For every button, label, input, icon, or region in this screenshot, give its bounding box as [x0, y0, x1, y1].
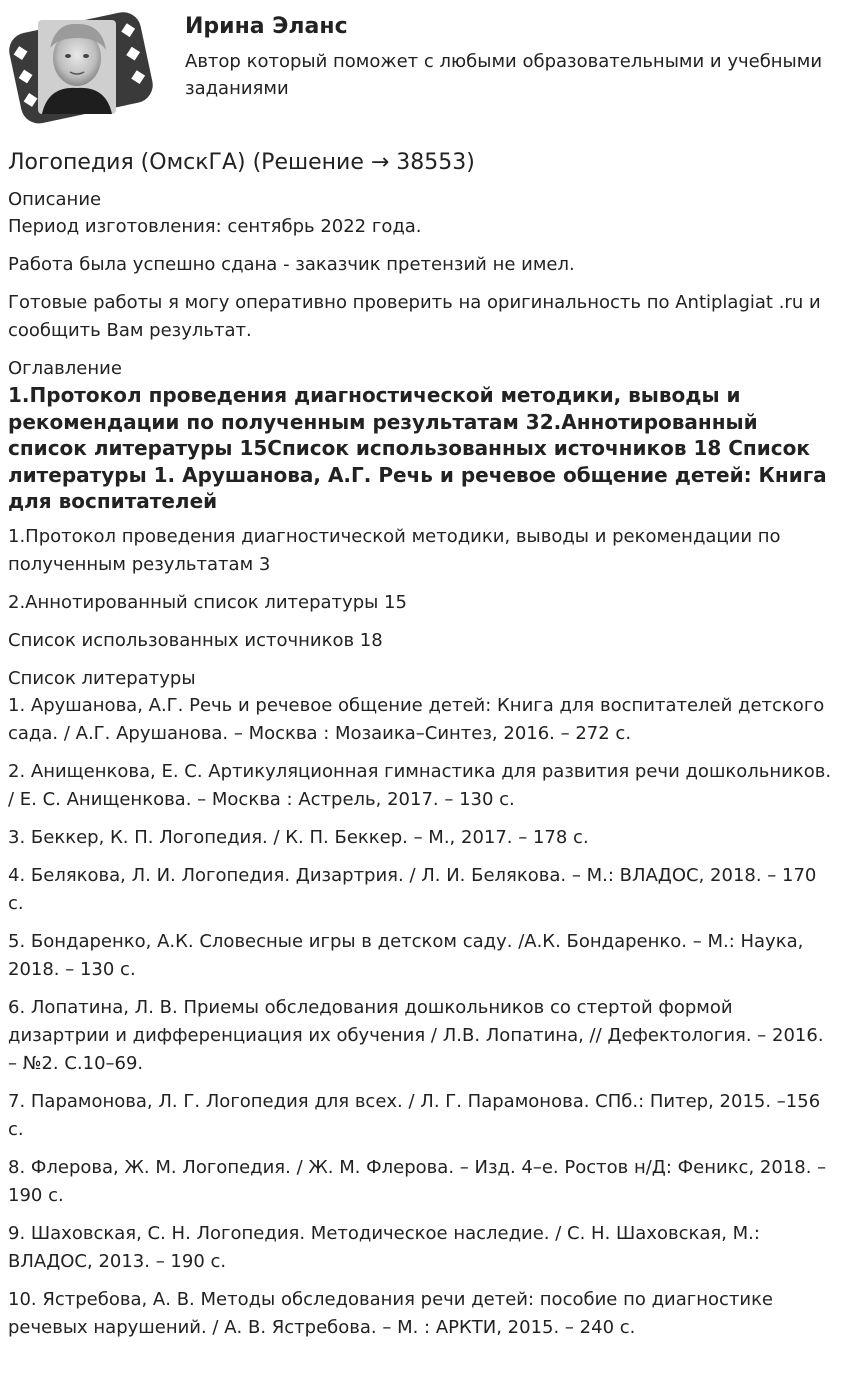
page-title: Логопедия (ОмскГА) (Решение → 38553)	[8, 150, 475, 175]
description-label: Описание	[8, 189, 102, 210]
toc-item: 2.Аннотированный список литературы 15	[8, 591, 407, 613]
bibliography-item: 6. Лопатина, Л. В. Приемы обследования дошкольников со стертой формой дизартрии и дифференциация их обучения / Л.В. Лопатина, // Дефектология. – 2016. – №2. С.10–69.	[8, 996, 824, 1074]
author-description: Автор который поможет с любыми образовательными и учебными заданиями	[185, 51, 823, 99]
description-paragraph: Работа была успешно сдана - заказчик претензий не имел.	[8, 254, 575, 275]
film-strip-avatar-icon	[8, 8, 153, 128]
bibliography-item: 1. Арушанова, А.Г. Речь и речевое общение детей: Книга для воспитателей детского сада. / А.Г. Арушанова. – Москва : Мозаика–Синтез, 2016. – 272 с.	[8, 694, 825, 744]
bibliography-label: Список литературы	[8, 667, 196, 689]
bibliography-item: 7. Парамонова, Л. Г. Логопедия для всех. / Л. Г. Парамонова. СПб.: Питер, 2015. –156 с.	[8, 1090, 821, 1140]
bibliography-item: 3. Беккер, К. П. Логопедия. / К. П. Беккер. – М., 2017. – 178 с.	[8, 826, 589, 848]
description-paragraph: Период изготовления: сентябрь 2022 года.	[8, 216, 422, 237]
bibliography-item: 4. Белякова, Л. И. Логопедия. Дизартрия. / Л. И. Белякова. – М.: ВЛАДОС, 2018. – 170 с.	[8, 864, 817, 914]
bibliography-item: 2. Анищенкова, Е. С. Артикуляционная гимнастика для развития речи дошкольников. / Е. С. Анищенкова. – Москва : Астрель, 2017. – 130 с.	[8, 760, 832, 810]
bibliography-item: 10. Ястребова, А. В. Методы обследования речи детей: пособие по диагностике речевых нарушений. / А. В. Ястребова. – М. : АРКТИ, 2015. – 240 с.	[8, 1288, 774, 1338]
toc-item: 1.Протокол проведения диагностической методики, выводы и рекомендации по полученным результатам 3	[8, 525, 781, 575]
author-header	[8, 8, 839, 128]
author-name: Ирина Эланс	[185, 14, 348, 39]
description-paragraph: Готовые работы я могу оперативно проверить на оригинальность по Antiplagiat .ru и сообщить Вам результат.	[8, 292, 821, 341]
toc-label: Оглавление	[8, 358, 122, 379]
avatar	[8, 8, 153, 128]
document-content	[8, 146, 836, 1352]
author-info	[185, 12, 825, 102]
toc-summary: 1.Протокол проведения диагностической методики, выводы и рекомендации по полученным результатам 32.Аннотированный список литературы 15Список использованных источников 18 Список литературы 1. Арушанова, А.Г. Речь и речевое общение детей: Книга для воспитателей	[8, 383, 827, 513]
bibliography-item: 8. Флерова, Ж. М. Логопедия. / Ж. М. Флерова. – Изд. 4–е. Ростов н/Д: Феникс, 2018. – 190 с.	[8, 1156, 827, 1206]
toc-item: Список использованных источников 18	[8, 629, 383, 651]
bibliography-item: 9. Шаховская, С. Н. Логопедия. Методическое наследие. / С. Н. Шаховская, М.: ВЛАДОС, 2013. – 190 с.	[8, 1222, 760, 1272]
bibliography	[8, 665, 836, 1342]
bibliography-item: 5. Бондаренко, А.К. Словесные игры в детском саду. /А.К. Бондаренко. – М.: Наука, 2018. – 130 с.	[8, 930, 804, 980]
